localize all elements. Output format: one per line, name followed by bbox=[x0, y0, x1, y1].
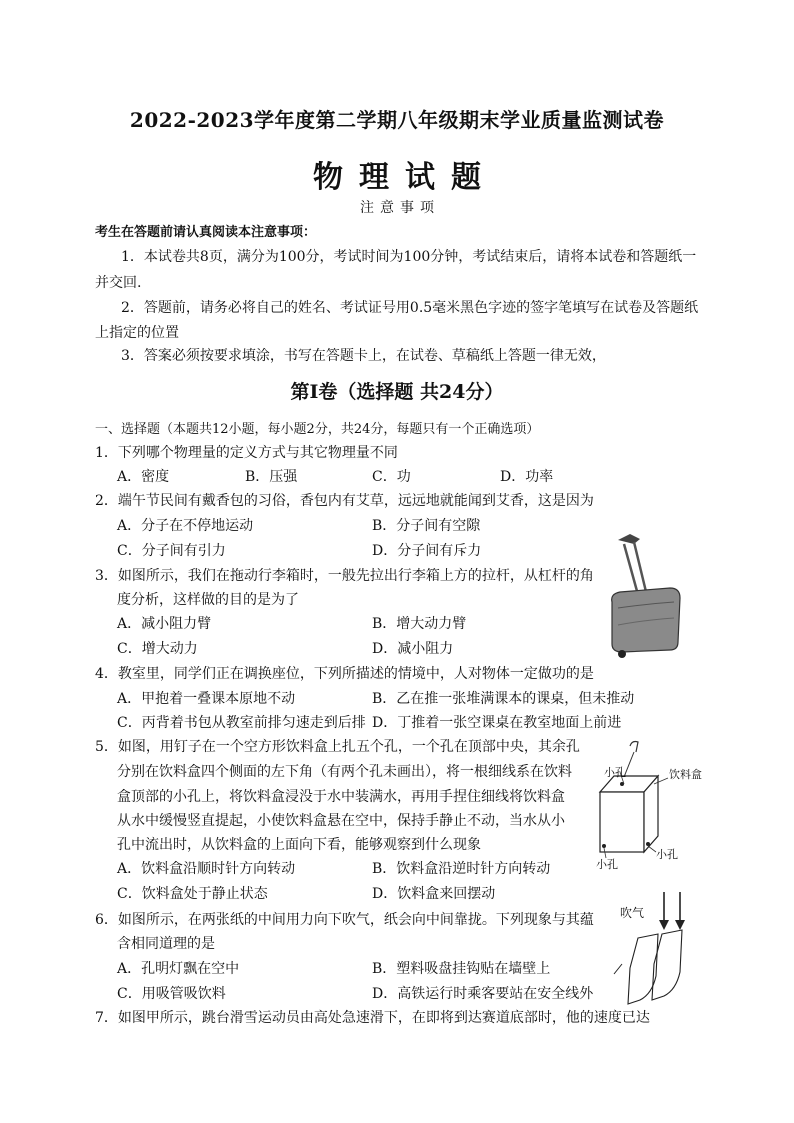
question-stem: 5．如图，用钉子在一个空方形饮料盒上扎五个孔，一个孔在顶部中央，其余孔 bbox=[95, 739, 580, 755]
option-b: B．饮料盒沿逆时针方向转动 bbox=[372, 861, 551, 877]
question-stem-cont: 含相同道理的是 bbox=[117, 936, 215, 952]
question-stem: 1．下列哪个物理量的定义方式与其它物理量不同 bbox=[95, 445, 398, 461]
notice-title: 注意事项 bbox=[360, 200, 440, 216]
notice-item-1: 1．本试卷共8页，满分为100分，考试时间为100分钟，考试结束后，请将本试卷和答题纸一 bbox=[121, 249, 697, 265]
option-d: D．减小阻力 bbox=[372, 641, 454, 657]
question-stem: 3．如图所示，我们在拖动行李箱时，一般先拉出行李箱上方的拉杆，从杠杆的角 bbox=[95, 568, 594, 584]
notice-item-3: 3．答案必须按要求填涂，书写在答题卡上，在试卷、草稿纸上答题一律无效， bbox=[121, 348, 606, 364]
hand-icon bbox=[618, 534, 640, 544]
option-c: C．功 bbox=[372, 469, 411, 485]
notice-item-2: 2．答题前，请务必将自己的姓名、考试证号用0.5毫米黑色字迹的签字笔填写在试卷及答题纸 bbox=[121, 300, 699, 316]
label-right-hole: 小孔 bbox=[656, 848, 678, 861]
question-stem-cont: 度分析，这样做的目的是为了 bbox=[117, 592, 299, 608]
label-drink-box: 饮料盒 bbox=[669, 768, 702, 781]
side-hole bbox=[602, 844, 606, 848]
notice-item-2-cont: 上指定的位置 bbox=[95, 325, 179, 341]
question-stem-cont: 分别在饮料盒四个侧面的左下角（有两个孔未画出），将一根细线系在饮料 bbox=[117, 764, 572, 780]
option-c: C．增大动力 bbox=[117, 641, 198, 657]
option-d: D．分子间有斥力 bbox=[372, 543, 482, 559]
notice-intro: 考生在答题前请认真阅读本注意事项： bbox=[95, 225, 317, 240]
option-b: B．增大动力臂 bbox=[372, 616, 467, 632]
label-top-hole: 小孔 bbox=[604, 766, 626, 779]
option-a: A．孔明灯飘在空中 bbox=[117, 961, 240, 977]
side-hole bbox=[646, 842, 650, 846]
question-stem: 2．端午节民间有戴香包的习俗，香包内有艾草，远远地就能闻到艾香，这是因为 bbox=[95, 493, 594, 509]
option-b: B．压强 bbox=[245, 469, 298, 485]
luggage-figure bbox=[600, 530, 690, 660]
option-b: B．乙在推一张堆满课本的课桌，但未推动 bbox=[372, 691, 635, 707]
paper-blow-figure bbox=[600, 888, 700, 1006]
option-d: D．丁推着一张空课桌在教室地面上前进 bbox=[372, 715, 622, 731]
notice-item-1-cont: 并交回. bbox=[95, 275, 142, 291]
option-a: A．饮料盒沿顺时针方向转动 bbox=[117, 861, 296, 877]
option-a: A．甲抱着一叠课本原地不动 bbox=[117, 691, 296, 707]
option-b: B．塑料吸盘挂钩贴在墙壁上 bbox=[372, 961, 551, 977]
option-c: C．用吸管吸饮料 bbox=[117, 986, 226, 1002]
section-instructions: 一、选择题（本题共12小题，每小题2分，共24分，每题只有一个正确选项） bbox=[95, 422, 540, 437]
question-stem: 7．如图甲所示，跳台滑雪运动员由高处急速滑下，在即将到达赛道底部时，他的速度已达 bbox=[95, 1010, 650, 1026]
option-d: D．饮料盒来回摆动 bbox=[372, 886, 496, 902]
question-stem-cont: 孔中流出时，从饮料盒的上面向下看，能够观察到什么现象 bbox=[117, 837, 481, 853]
option-c: C．分子间有引力 bbox=[117, 543, 226, 559]
option-c: C．饮料盒处于静止状态 bbox=[117, 886, 268, 902]
hand-icon bbox=[630, 742, 638, 753]
option-d: D．高铁运行时乘客要站在安全线外 bbox=[372, 986, 594, 1002]
label-left-hole: 小孔 bbox=[596, 858, 618, 871]
question-stem-cont: 盒顶部的小孔上，将饮料盒浸没于水中装满水，再用手捏住细线将饮料盒 bbox=[117, 789, 565, 805]
question-stem: 4．教室里，同学们正在调换座位，下列所描述的情境中，人对物体一定做功的是 bbox=[95, 666, 594, 682]
exam-title: 2022-2023学年度第二学期八年级期末学业质量监测试卷 bbox=[129, 108, 665, 132]
wheel-icon bbox=[618, 650, 626, 658]
option-a: A．密度 bbox=[117, 469, 170, 485]
section-title: 第I卷（选择题 共24分） bbox=[290, 381, 504, 403]
option-a: A．减小阻力臂 bbox=[117, 616, 212, 632]
suitcase-body bbox=[612, 588, 680, 652]
label-blow: 吹气 bbox=[620, 906, 645, 920]
option-b: B．分子间有空隙 bbox=[372, 518, 481, 534]
option-a: A．分子在不停地运动 bbox=[117, 518, 254, 534]
drink-box-figure bbox=[580, 738, 710, 868]
subject-title: 物理试题 bbox=[313, 160, 497, 195]
question-stem-cont: 从水中缓慢竖直提起，小使饮料盒悬在空中，保持手静止不动，当水从小 bbox=[117, 813, 565, 829]
option-d: D．功率 bbox=[500, 469, 554, 485]
question-stem: 6．如图所示，在两张纸的中间用力向下吹气，纸会向中间靠拢。下列现象与其蕴 bbox=[95, 912, 594, 928]
option-c: C．丙背着书包从教室前排匀速走到后排 bbox=[117, 715, 366, 731]
